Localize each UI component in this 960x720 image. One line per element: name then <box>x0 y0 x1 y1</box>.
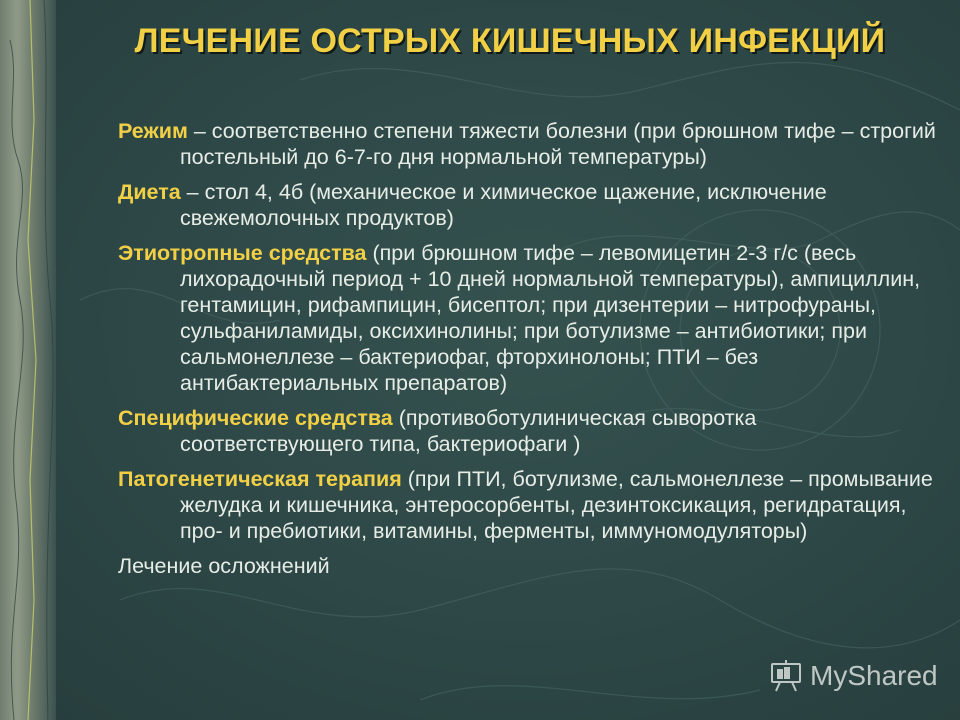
item-heading: Режим <box>118 119 188 143</box>
item-text: (при ПТИ, ботулизме, сальмонеллезе – промывание желудка и кишечника, энтеросорбенты, дезинтоксикация, регидратация, про- и пребиотики, витамины, ферменты, иммуномодуляторы) <box>180 467 933 543</box>
presentation-board-icon <box>768 658 804 694</box>
slide-title: ЛЕЧЕНИЕ ОСТРЫХ КИШЕЧНЫХ ИНФЕКЦИЙ <box>134 22 886 60</box>
item-heading: Этиотропные средства <box>118 241 367 265</box>
list-item <box>118 179 938 231</box>
list-item <box>118 466 938 544</box>
list-item-complications: Лечение осложнений <box>118 554 330 578</box>
item-heading: Патогенетическая терапия <box>118 467 402 491</box>
slide-content <box>118 118 938 588</box>
list-item <box>118 405 938 457</box>
item-text: (при брюшном тифе – левомицетин 2-3 г/с (весь лихорадочный период + 10 дней нормальной температуры), ампициллин, гентамицин, рифампицин, бисептол; при дизентерии – нитрофураны, сульфаниламиды, оксихинолины; при ботулизме – антибиотики; при сальмонеллезе – бактериофаг, фторхинолоны; ПТИ – без антибактериальных препаратов) <box>180 241 921 395</box>
list-item <box>118 240 938 396</box>
item-text: – стол 4, 4б (механическое и химическое щажение, исключение свежемолочных продуктов) <box>180 180 827 230</box>
item-text: – соответственно степени тяжести болезни (при брюшном тифе – строгий постельный до 6-7-го дня нормальной температуры) <box>180 119 936 169</box>
list-item <box>118 118 938 170</box>
item-text: (противоботулиническая сыворотка соответствующего типа, бактериофаги ) <box>180 406 757 456</box>
item-heading: Специфические средства <box>118 406 393 430</box>
watermark-text: MyShared <box>810 660 938 691</box>
item-heading: Диета <box>118 180 181 204</box>
decorative-left-strip <box>0 0 56 720</box>
watermark <box>768 656 948 696</box>
strip-texture <box>0 0 56 720</box>
